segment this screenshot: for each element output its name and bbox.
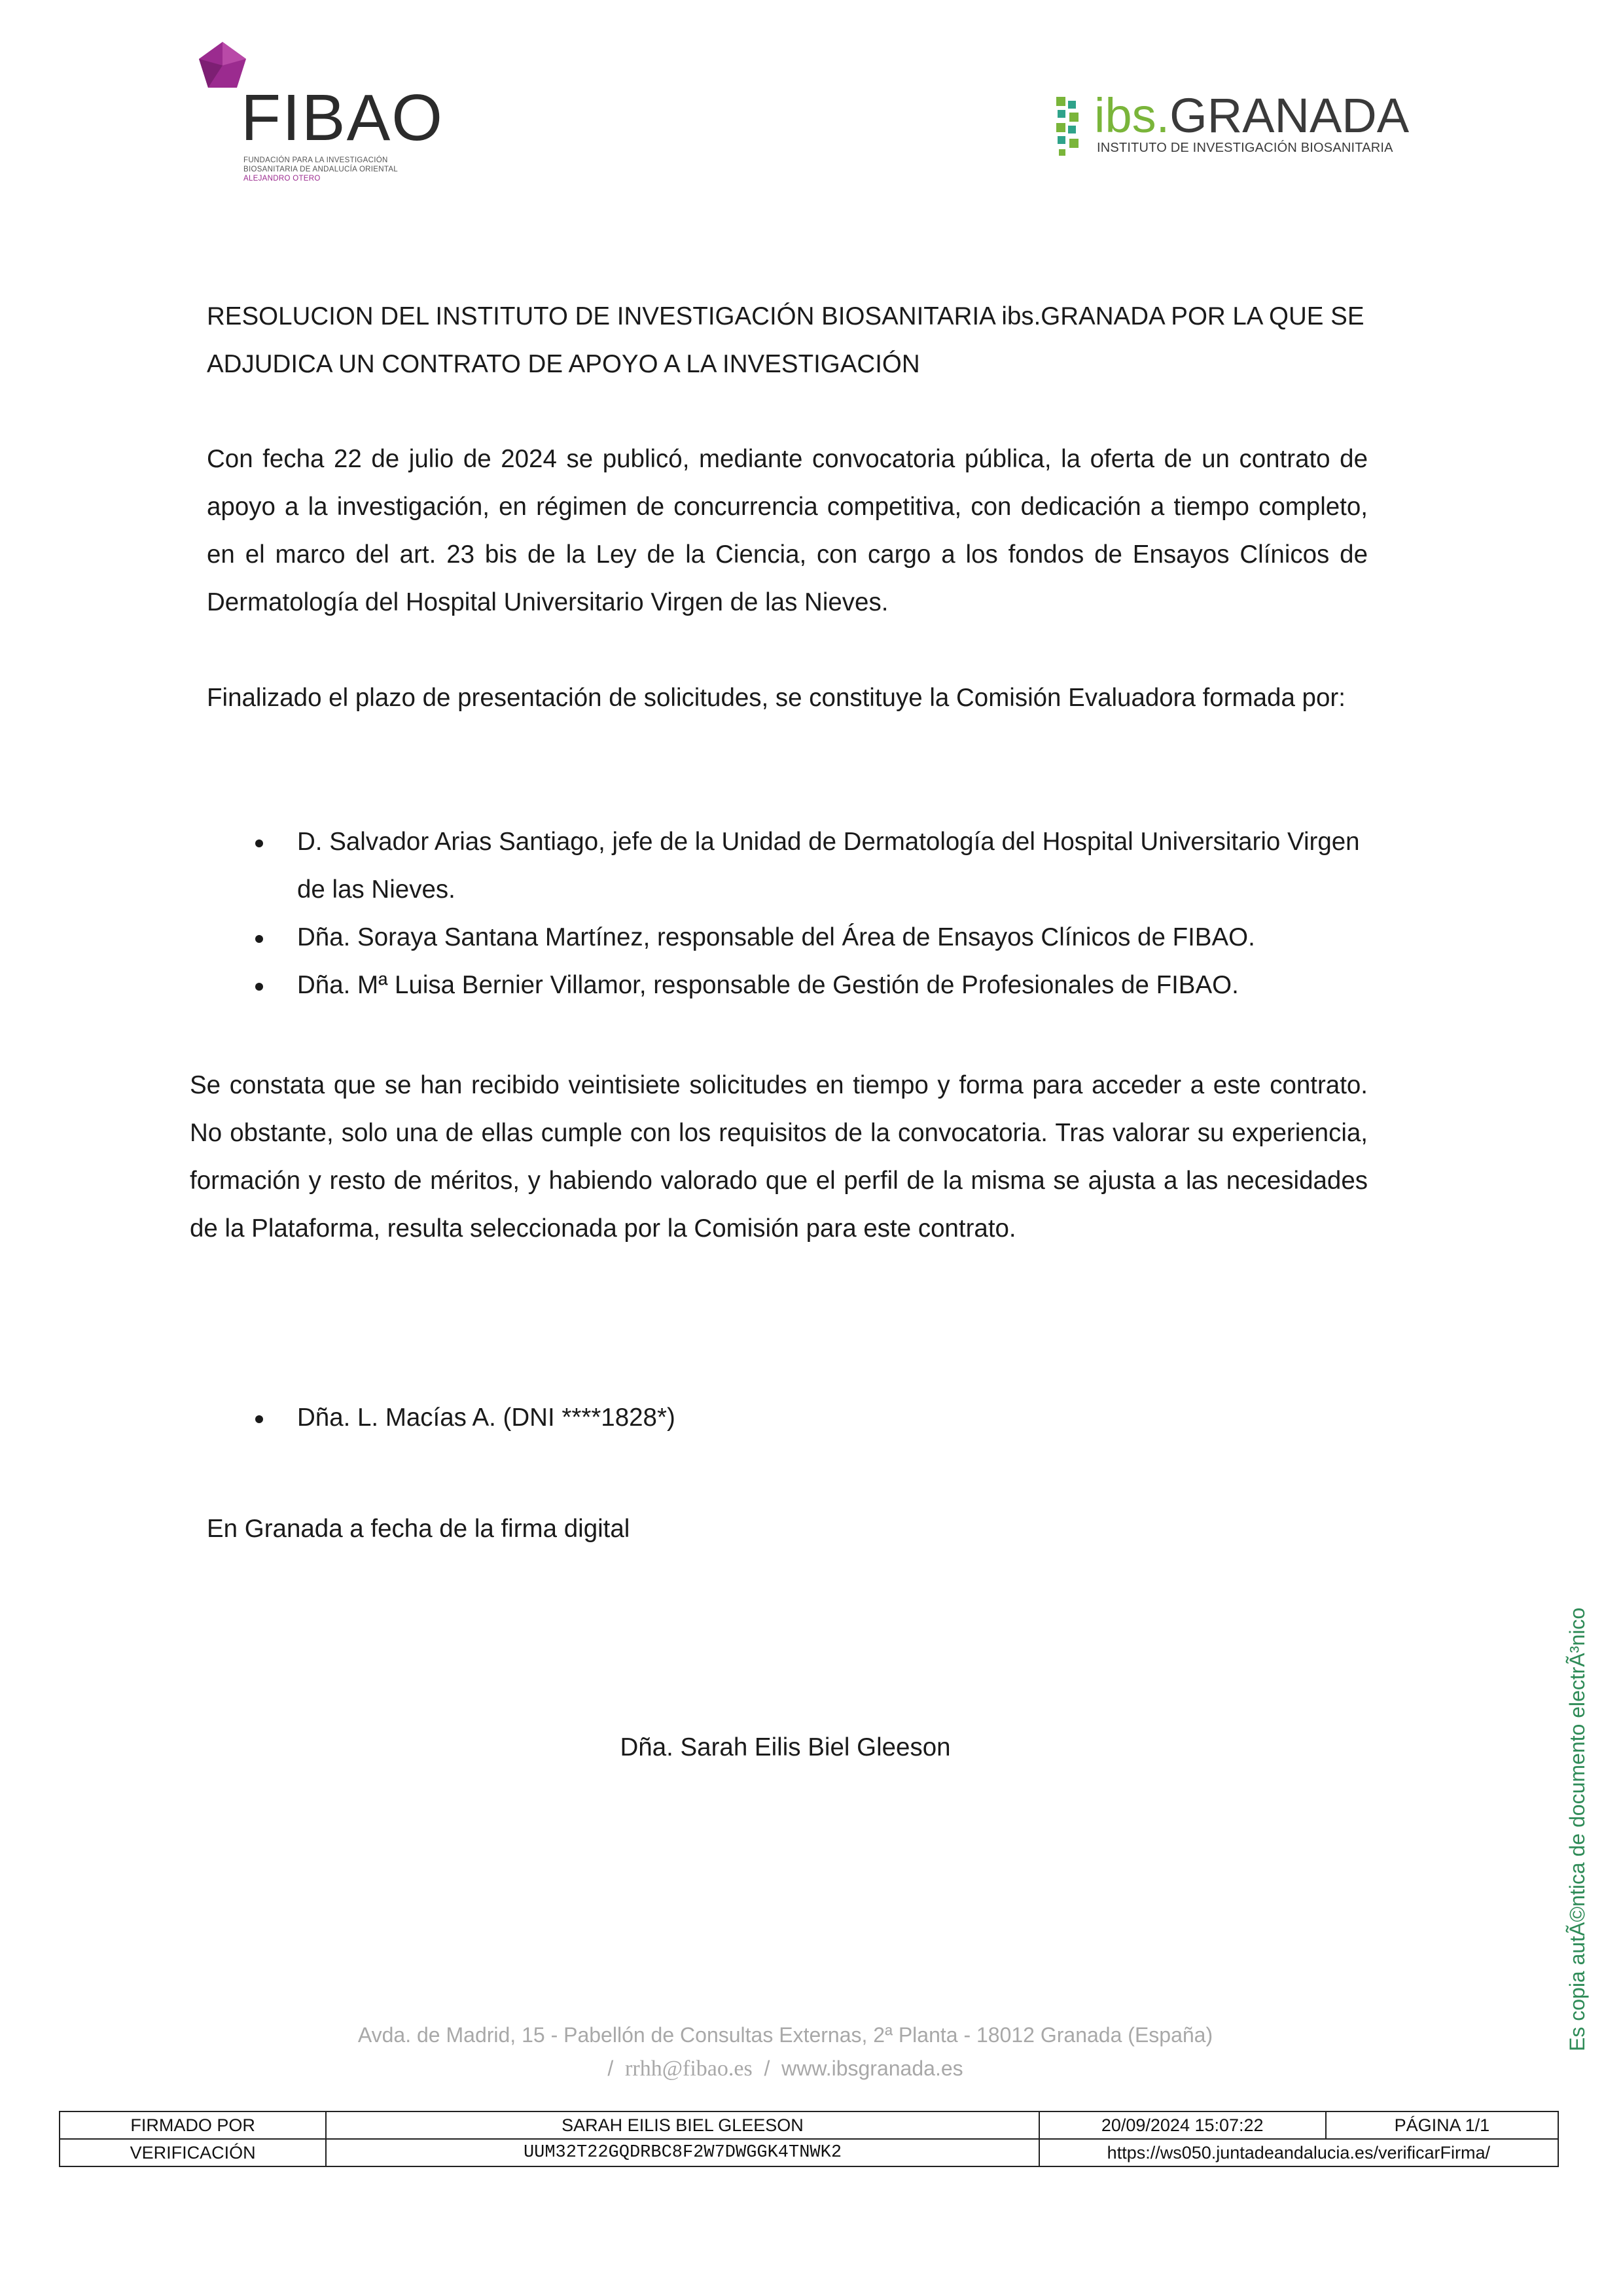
ibs-granada-logo [1054, 88, 1420, 164]
ibs-subtitle: INSTITUTO DE INVESTIGACIÓN BIOSANITARIA [1097, 141, 1393, 155]
footer-website[interactable]: www.ibsgranada.es [781, 2057, 963, 2080]
footer-email[interactable]: rrhh@fibao.es [625, 2057, 753, 2081]
page-number: PÁGINA 1/1 [1326, 2111, 1558, 2139]
signed-by-label: FIRMADO POR [60, 2111, 326, 2139]
intro-paragraph: Con fecha 22 de julio de 2024 se publicó, mediante convocatoria pública, la oferta de un contrato de apoyo a la investigación, en régimen de concurrencia competitiva, con dedicación a tiempo completo, en el marco del art. 23 bis de la Ley de la Ciencia, con cargo a los fondos de Ensayos Clínicos de Dermatología del Hospital Universitario Virgen de las Nieves. [207, 445, 1368, 616]
signed-by-value: SARAH EILIS BIEL GLEESON [326, 2111, 1039, 2139]
bullet-icon [255, 935, 263, 943]
ibs-wordmark: ibs.GRANADA [1094, 88, 1410, 143]
closing-line: En Granada a fecha de la firma digital [207, 1515, 630, 1543]
footer-address: Avda. de Madrid, 15 - Pabellón de Consultas Externas, 2ª Planta - 18012 Granada (España) [357, 2023, 1213, 2047]
bullet-icon [255, 983, 263, 991]
bullet-icon [255, 1415, 263, 1423]
list-item: Dña. Mª Luisa Bernier Villamor, responsable de Gestión de Profesionales de FIBAO. [249, 961, 1368, 1009]
table-row [60, 2139, 1558, 2166]
authenticity-note: Es copia autÃ©ntica de documento electrÃ³nico [1565, 1607, 1589, 2051]
selected-candidate: Dña. L. Macías A. (DNI ****1828*) [249, 1394, 675, 1441]
fibao-logo [196, 39, 444, 196]
verification-label: VERIFICACIÓN [60, 2139, 326, 2166]
verification-url[interactable]: https://ws050.juntadeandalucia.es/verificarFirma/ [1039, 2139, 1558, 2166]
table-row [60, 2111, 1558, 2139]
verification-code[interactable]: UUM32T22GQDRBC8F2W7DWGGK4TNWK2 [326, 2139, 1039, 2166]
committee-paragraph: Finalizado el plazo de presentación de solicitudes, se constituye la Comisión Evaluadora formada por: [207, 684, 1346, 712]
committee-list [249, 818, 1368, 1009]
list-item: D. Salvador Arias Santiago, jefe de la Unidad de Dermatología del Hospital Universitario Virgen de las Nieves. [249, 818, 1368, 913]
signature-table [59, 2111, 1559, 2167]
decision-paragraph: Se constata que se han recibido veintisiete solicitudes en tiempo y forma para acceder a este contrato. No obstante, solo una de ellas cumple con los requisitos de la convocatoria. Tras valorar su experiencia, formación y resto de méritos, y habiendo valorado que el perfil de la misma se ajusta a las necesidades de la Plataforma, resulta seleccionada por la Comisión para este contrato. [190, 1071, 1368, 1243]
selected-candidate-list [249, 1394, 675, 1441]
ibs-dna-icon [1054, 97, 1090, 157]
bullet-icon [255, 839, 263, 847]
fibao-wordmark: FIBAO [241, 81, 444, 154]
signature-date: 20/09/2024 15:07:22 [1039, 2111, 1326, 2139]
list-item: Dña. Soraya Santana Martínez, responsable del Área de Ensayos Clínicos de FIBAO. [249, 913, 1368, 961]
fibao-subtitle: FUNDACIÓN PARA LA INVESTIGACIÓN BIOSANITARIA DE ANDALUCÍA ORIENTAL ALEJANDRO OTERO [243, 156, 398, 183]
footer-contact: / rrhh@fibao.es / www.ibsgranada.es [607, 2057, 963, 2081]
signer-name: Dña. Sarah Eilis Biel Gleeson [620, 1733, 951, 1761]
document-title: RESOLUCION DEL INSTITUTO DE INVESTIGACIÓN BIOSANITARIA ibs.GRANADA POR LA QUE SE ADJUDICA UN CONTRATO DE APOYO A LA INVESTIGACIÓN [207, 302, 1364, 378]
